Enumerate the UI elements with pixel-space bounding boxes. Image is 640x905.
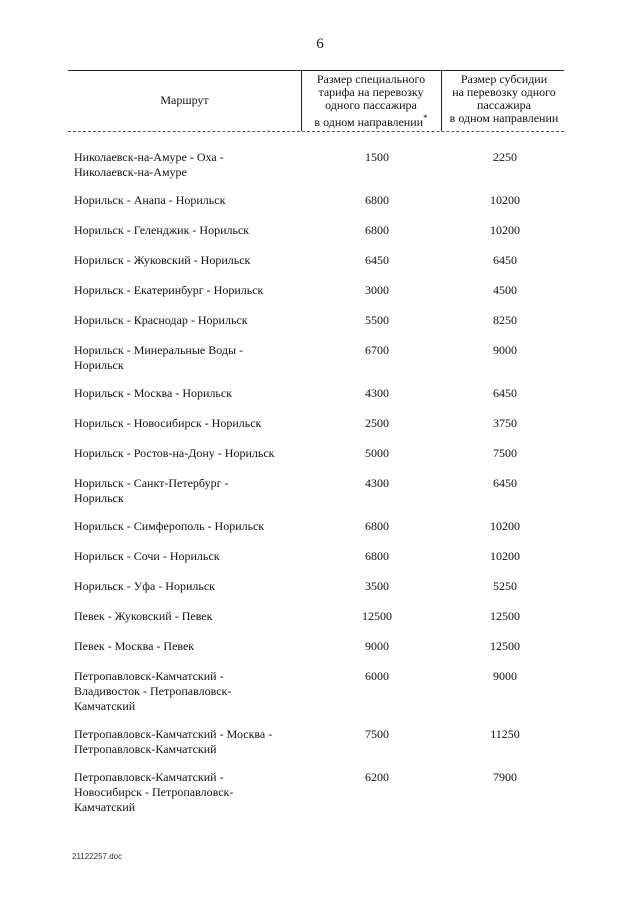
route-name-line: Норильск - Минеральные Воды - <box>74 343 244 357</box>
subsidy-header-line: пассажира <box>477 98 531 112</box>
route-name-line: Норильск - Анапа - Норильск <box>74 193 226 207</box>
route-name <box>74 150 294 180</box>
tariff-value: 4300 <box>365 476 389 490</box>
route-name <box>74 639 294 654</box>
page-number: 6 <box>316 36 324 52</box>
route-name-line: Норильск - Краснодар - Норильск <box>74 313 248 327</box>
tariff-value: 5500 <box>365 313 389 327</box>
tariff-value: 6700 <box>365 343 389 357</box>
subsidy-value: 10200 <box>490 223 520 237</box>
tariff-value: 12500 <box>362 609 392 623</box>
route-name-line: Камчатский <box>74 800 136 814</box>
route-name-line: Норильск - Жуковский - Норильск <box>74 253 251 267</box>
subsidy-column-header <box>444 73 564 125</box>
route-name-line: Петропавловск-Камчатский - <box>74 770 224 784</box>
route-name-line: Петропавловск-Камчатский - <box>74 669 224 683</box>
subsidy-value: 6450 <box>493 476 517 490</box>
tariff-value: 3500 <box>365 579 389 593</box>
header-top-rule <box>68 70 564 71</box>
route-name-line: Норильск - Симферополь - Норильск <box>74 519 265 533</box>
tariff-value: 6450 <box>365 253 389 267</box>
route-name <box>74 770 294 815</box>
tariff-value: 5000 <box>365 446 389 460</box>
tariff-header-line: тарифа на перевозку <box>318 85 424 99</box>
subsidy-value: 9000 <box>493 669 517 683</box>
route-name-line: Николаевск-на-Амуре <box>74 165 187 179</box>
tariff-value: 6800 <box>365 193 389 207</box>
header-bottom-rule <box>68 131 564 132</box>
route-name <box>74 727 294 757</box>
route-name <box>74 669 294 714</box>
subsidy-header-line: на перевозку одного <box>452 85 556 99</box>
route-name <box>74 416 294 431</box>
route-name-line: Норильск - Геленджик - Норильск <box>74 223 250 237</box>
footnote-mark: * <box>423 113 428 123</box>
route-name <box>74 386 294 401</box>
route-name <box>74 223 294 238</box>
route-name-line: Норильск - Уфа - Норильск <box>74 579 215 593</box>
tariff-value: 7500 <box>365 727 389 741</box>
subsidy-value: 6450 <box>493 253 517 267</box>
route-name <box>74 609 294 624</box>
tariff-value: 9000 <box>365 639 389 653</box>
route-name <box>74 446 294 461</box>
subsidy-value: 5250 <box>493 579 517 593</box>
route-name <box>74 549 294 564</box>
table-header <box>68 70 564 132</box>
tariff-column-header <box>304 73 438 129</box>
tariff-header-line: Размер специального <box>316 72 426 86</box>
subsidy-value: 4500 <box>493 283 517 297</box>
tariff-value: 3000 <box>365 283 389 297</box>
route-name <box>74 283 294 298</box>
route-name-line: Певек - Жуковский - Певек <box>74 609 213 623</box>
route-name <box>74 343 294 373</box>
tariff-value: 6800 <box>365 549 389 563</box>
route-name-line: Норильск - Санкт-Петербург - <box>74 476 229 490</box>
route-name-line: Петропавловск-Камчатский - Москва - <box>74 727 273 741</box>
column-divider <box>441 70 442 131</box>
subsidy-value: 10200 <box>490 549 520 563</box>
subsidy-value: 6450 <box>493 386 517 400</box>
subsidy-value: 7500 <box>493 446 517 460</box>
route-name <box>74 313 294 328</box>
subsidy-value: 10200 <box>490 519 520 533</box>
tariff-value: 1500 <box>365 150 389 164</box>
subsidy-value: 12500 <box>490 639 520 653</box>
subsidy-value: 7900 <box>493 770 517 784</box>
route-name-line: Николаевск-на-Амуре - Оха - <box>74 150 224 164</box>
tariff-value: 4300 <box>365 386 389 400</box>
route-name-line: Камчатский <box>74 699 136 713</box>
subsidy-value: 8250 <box>493 313 517 327</box>
tariff-value: 2500 <box>365 416 389 430</box>
route-name <box>74 476 294 506</box>
route-name <box>74 193 294 208</box>
subsidy-header-line: Размер субсидии <box>460 72 548 86</box>
route-name-line: Норильск <box>74 358 124 372</box>
subsidy-value: 10200 <box>490 193 520 207</box>
tariff-header-line: одного пассажира <box>325 98 417 112</box>
route-name-line: Владивосток - Петропавловск- <box>74 684 232 698</box>
subsidy-value: 2250 <box>493 150 517 164</box>
tariff-header-line: в одном направлении* <box>314 113 428 129</box>
subsidy-value: 11250 <box>490 727 520 741</box>
subsidy-value: 12500 <box>490 609 520 623</box>
document-code: 21122257.doc <box>72 852 123 861</box>
route-name-line: Норильск - Екатеринбург - Норильск <box>74 283 264 297</box>
route-name <box>74 253 294 268</box>
route-name-line: Певек - Москва - Певек <box>74 639 195 653</box>
subsidy-value: 3750 <box>493 416 517 430</box>
route-name-line: Петропавловск-Камчатский <box>74 742 217 756</box>
route-name-line: Норильск - Новосибирск - Норильск <box>74 416 262 430</box>
route-name-line: Норильск - Сочи - Норильск <box>74 549 220 563</box>
route-name-line: Норильск <box>74 491 124 505</box>
tariff-value: 6000 <box>365 669 389 683</box>
tariff-value: 6200 <box>365 770 389 784</box>
route-name-line: Норильск - Москва - Норильск <box>74 386 233 400</box>
tariff-value: 6800 <box>365 223 389 237</box>
subsidy-header-line: в одном направлении <box>449 111 559 125</box>
column-divider <box>301 70 302 131</box>
route-name-line: Новосибирск - Петропавловск- <box>74 785 234 799</box>
subsidy-value: 9000 <box>493 343 517 357</box>
route-column-header: Маршрут <box>160 93 209 107</box>
route-name-line: Норильск - Ростов-на-Дону - Норильск <box>74 446 275 460</box>
route-name <box>74 519 294 534</box>
tariff-value: 6800 <box>365 519 389 533</box>
route-name <box>74 579 294 594</box>
